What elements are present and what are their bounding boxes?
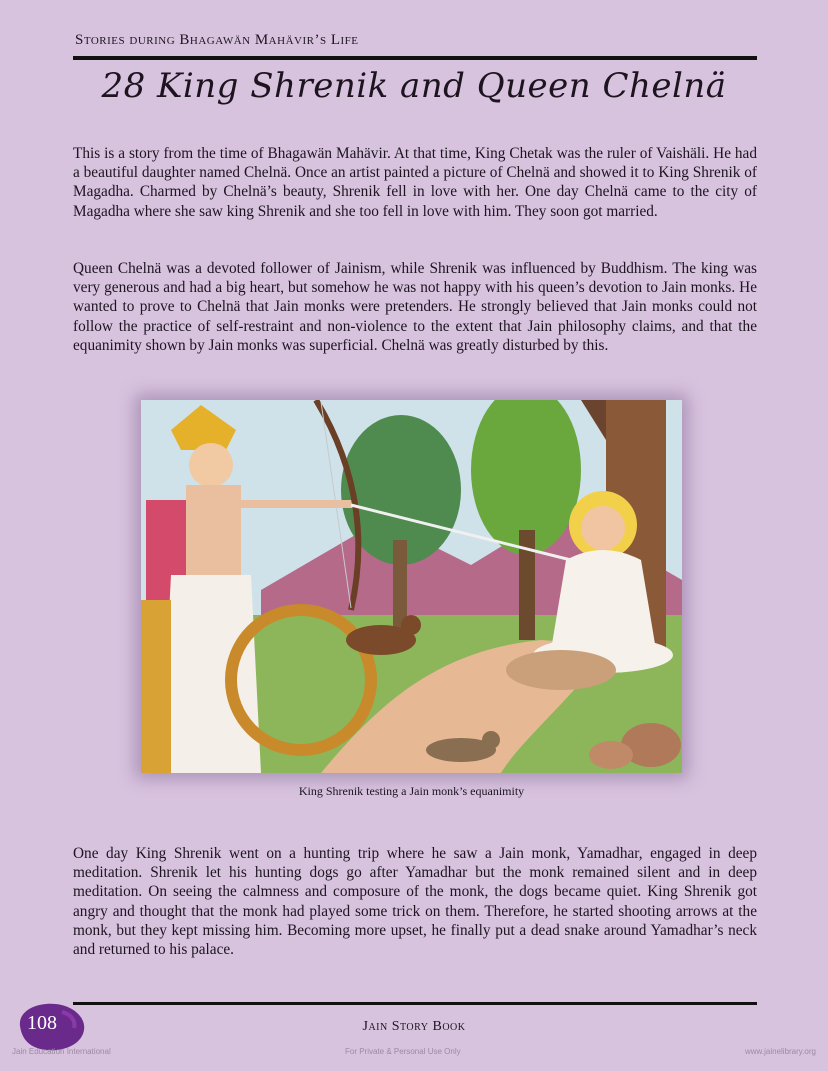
story-illustration bbox=[141, 400, 682, 773]
running-header: Stories during Bhagawän Mahävir’s Life bbox=[75, 32, 359, 48]
paragraph-2: Queen Chelnä was a devoted follower of Jainism, while Shrenik was influenced by Buddhism. The king was very generous and had a big heart, but somehow he was not happy with his queen’s devotion to Jain monks. He wanted to prove to Chelnä that Jain monks were pretenders. He strongly believed that Jain monks could not follow the practice of self-restraint and non-violence to the extent that Jain philosophy claims, and that the equanimity shown by Jain monks was superficial. Chelnä was greatly disturbed by this. bbox=[73, 260, 757, 354]
footer-rule bbox=[73, 1002, 757, 1005]
footer-left-note: Jain Education International bbox=[12, 1047, 111, 1056]
footer-center-note: For Private & Personal Use Only bbox=[345, 1047, 461, 1056]
footer-right-note: www.jainelibrary.org bbox=[745, 1047, 816, 1056]
paragraph-1: This is a story from the time of Bhagawän Mahävir. At that time, King Chetak was the ruler of Vaishäli. He had a beautiful daughter named Chelnä. Once an artist painted a picture of Chelnä and showed it to King Shrenik of Magadha. Charmed by Chelnä’s beauty, Shrenik fell in love with her. One day Chelnä came to the city of Magadha where she saw king Shrenik and she too fell in love with him. They soon got married. bbox=[73, 145, 757, 220]
paragraph-3: One day King Shrenik went on a hunting trip where he saw a Jain monk, Yamadhar, engaged in deep meditation. Shrenik let his hunting dogs go after Yamadhar but the monk remained silent and in deep meditation. On seeing the calmness and composure of the monk, the dogs became quiet. King Shrenik got angry and thought that the monk had played some trick on them. Therefore, he started shooting arrows at the monk, but they kept missing him. Becoming more upset, he finally put a dead snake around Yamadhar’s neck and returned to his palace. bbox=[73, 845, 757, 959]
footer-book-title: Jain Story Book bbox=[362, 1019, 466, 1034]
page-number: 108 bbox=[27, 1012, 57, 1034]
header-rule bbox=[73, 56, 757, 60]
chapter-title: 28 King Shrenik and Queen Chelnä bbox=[101, 66, 727, 106]
figure-caption: King Shrenik testing a Jain monk’s equanimity bbox=[298, 784, 525, 798]
